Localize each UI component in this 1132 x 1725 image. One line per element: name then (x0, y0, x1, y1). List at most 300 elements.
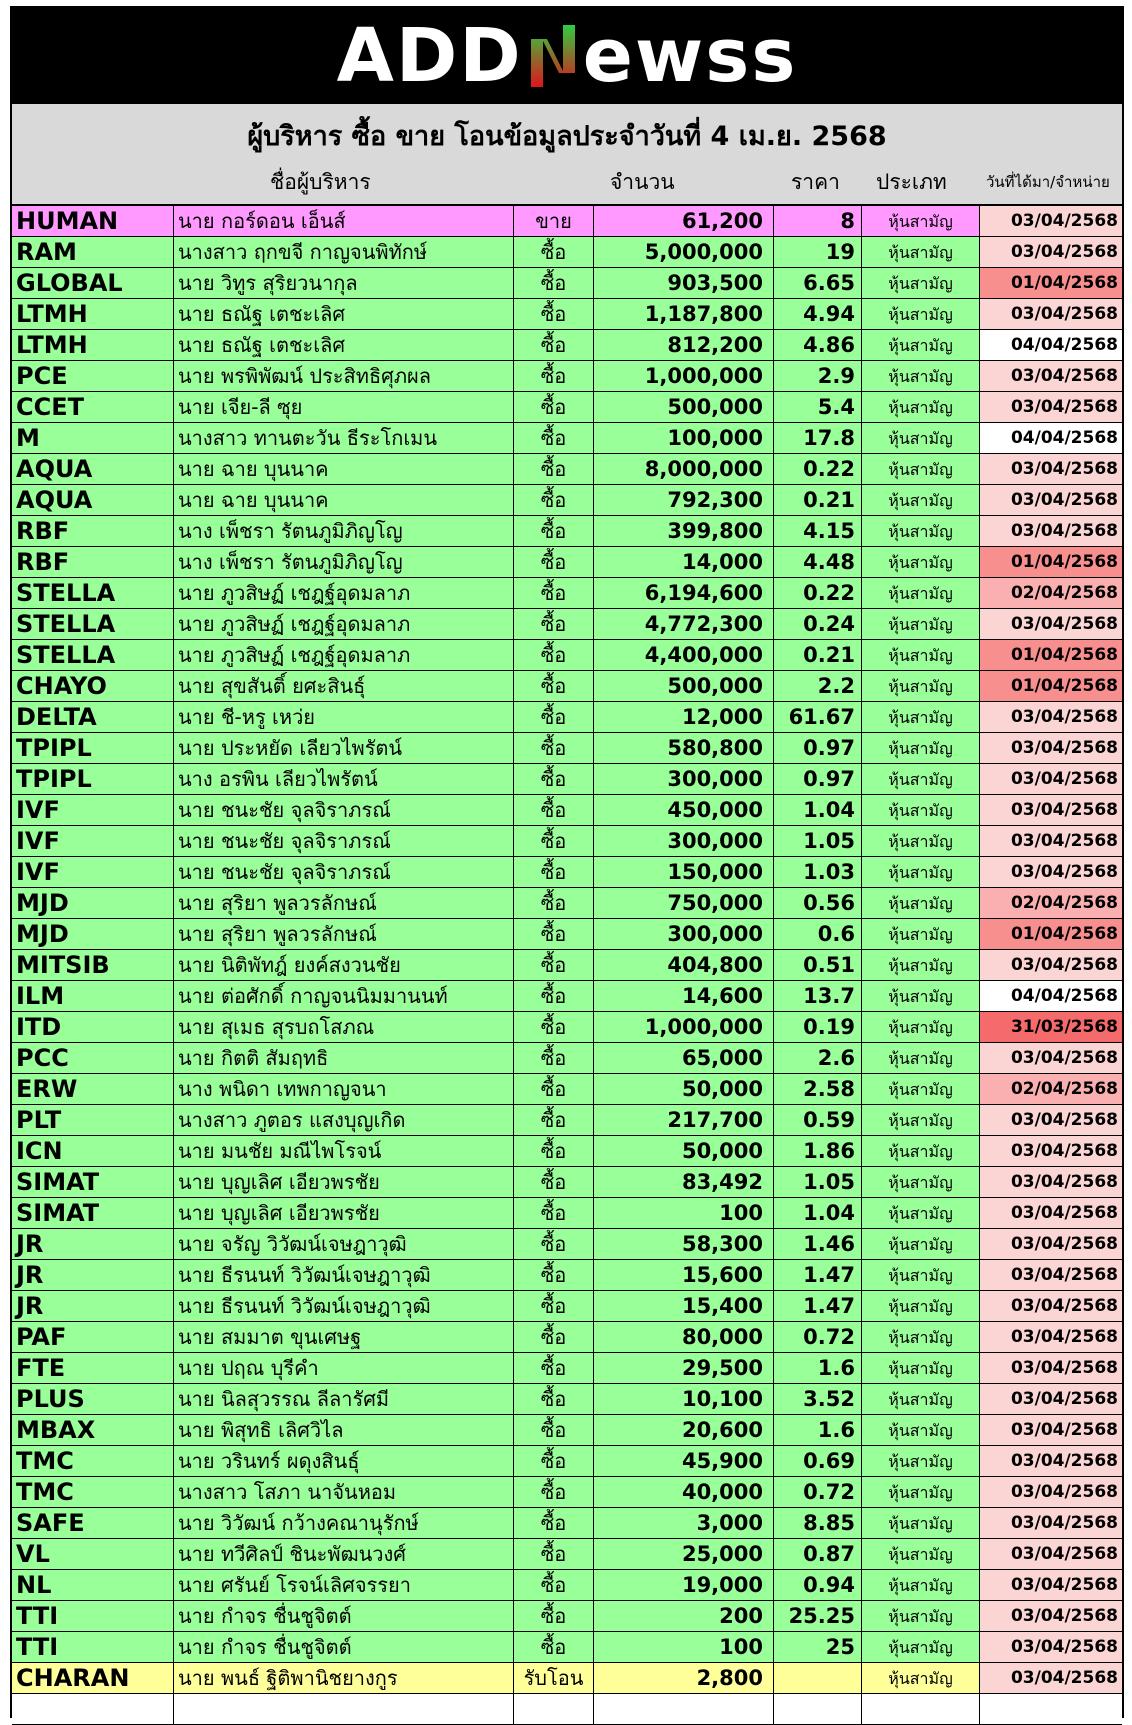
price-cell: 0.22 (774, 454, 862, 485)
transaction-type-cell: ซื้อ (514, 237, 594, 268)
security-type-cell: หุ้นสามัญ (862, 1539, 980, 1570)
table-row (12, 237, 1122, 268)
price-cell: 6.65 (774, 268, 862, 299)
volume-cell: 200 (594, 1601, 774, 1632)
security-type-cell: หุ้นสามัญ (862, 1570, 980, 1601)
volume-cell: 792,300 (594, 485, 774, 516)
price-cell: 0.69 (774, 1446, 862, 1477)
executive-name-cell: นาย ภูวสิษฏ์ เชฎฐ์อุดมลาภ (174, 578, 514, 609)
security-type-cell: หุ้นสามัญ (862, 1632, 980, 1663)
executive-name-cell: นาง อรพิน เลียวไพรัตน์ (174, 764, 514, 795)
symbol-cell: TTI (12, 1601, 174, 1632)
executive-name-cell: นาย วิทูร สุริยวนากุล (174, 268, 514, 299)
transaction-type-cell: ซื้อ (514, 516, 594, 547)
security-type-cell: หุ้นสามัญ (862, 547, 980, 578)
security-type-cell: หุ้นสามัญ (862, 1384, 980, 1415)
transaction-type-cell: ซื้อ (514, 1291, 594, 1322)
date-cell: 03/04/2568 (980, 1167, 1122, 1198)
symbol-cell: GLOBAL (12, 268, 174, 299)
executive-name-cell: นาย กำจร ชื่นชูจิตต์ (174, 1601, 514, 1632)
security-type-cell: หุ้นสามัญ (862, 454, 980, 485)
symbol-cell: PCC (12, 1043, 174, 1074)
volume-cell: 15,600 (594, 1260, 774, 1291)
date-cell: 03/04/2568 (980, 950, 1122, 981)
symbol-cell: STELLA (12, 609, 174, 640)
executive-name-cell: นาย นิติพัทฎ์ ยงค์สงวนชัย (174, 950, 514, 981)
column-header-date: วันที่ได้มา/จำหน่าย (986, 173, 1110, 191)
volume-cell: 404,800 (594, 950, 774, 981)
security-type-cell: หุ้นสามัญ (862, 516, 980, 547)
symbol-cell: SIMAT (12, 1198, 174, 1229)
security-type-cell: หุ้นสามัญ (862, 1260, 980, 1291)
executive-name-cell: นาย มนชัย มณีไพโรจน์ (174, 1136, 514, 1167)
symbol-cell: JR (12, 1229, 174, 1260)
date-cell: 03/04/2568 (980, 1477, 1122, 1508)
table-row (12, 454, 1122, 485)
price-cell: 25 (774, 1632, 862, 1663)
logo-text-right: ewss (582, 13, 798, 99)
table-row (12, 1198, 1122, 1229)
security-type-cell: หุ้นสามัญ (862, 361, 980, 392)
volume-cell: 580,800 (594, 733, 774, 764)
symbol-cell: HUMAN (12, 206, 174, 237)
date-cell: 03/04/2568 (980, 857, 1122, 888)
table-row (12, 671, 1122, 702)
volume-cell: 29,500 (594, 1353, 774, 1384)
empty-volume-cell (594, 1694, 774, 1725)
executive-name-cell: นาย ธีรนนท์ วิวัฒน์เจษฎาวุฒิ (174, 1291, 514, 1322)
table-row (12, 1291, 1122, 1322)
executive-name-cell: นาย ต่อศักดิ์ กาญจนนิมมานนท์ (174, 981, 514, 1012)
addnewss-logo (337, 13, 798, 99)
date-cell: 01/04/2568 (980, 671, 1122, 702)
executive-name-cell: นาย พิสุทธิ เลิศวิไล (174, 1415, 514, 1446)
table-row (12, 423, 1122, 454)
symbol-cell: RBF (12, 516, 174, 547)
price-cell: 0.72 (774, 1477, 862, 1508)
price-cell: 4.48 (774, 547, 862, 578)
price-cell: 8 (774, 206, 862, 237)
executive-name-cell: นาย บุญเลิศ เอียวพรชัย (174, 1167, 514, 1198)
table-row (12, 888, 1122, 919)
symbol-cell: PCE (12, 361, 174, 392)
symbol-cell: PLT (12, 1105, 174, 1136)
price-cell: 1.04 (774, 1198, 862, 1229)
symbol-cell: SAFE (12, 1508, 174, 1539)
executive-name-cell: นางสาว ภูตอร แสงบุญเกิด (174, 1105, 514, 1136)
executive-name-cell: นางสาว ฤกขจี กาญจนพิทักษ์ (174, 237, 514, 268)
date-cell: 03/04/2568 (980, 299, 1122, 330)
symbol-cell: LTMH (12, 299, 174, 330)
date-cell: 03/04/2568 (980, 392, 1122, 423)
price-cell: 25.25 (774, 1601, 862, 1632)
date-cell: 03/04/2568 (980, 1601, 1122, 1632)
table-row (12, 1043, 1122, 1074)
table-row (12, 1012, 1122, 1043)
symbol-cell: MITSIB (12, 950, 174, 981)
executive-name-cell: นาย สมมาต ขุนเศษฐ (174, 1322, 514, 1353)
date-cell: 01/04/2568 (980, 640, 1122, 671)
volume-cell: 4,772,300 (594, 609, 774, 640)
volume-cell: 1,000,000 (594, 1012, 774, 1043)
date-cell: 03/04/2568 (980, 1198, 1122, 1229)
volume-cell: 25,000 (594, 1539, 774, 1570)
table-row (12, 950, 1122, 981)
table-row (12, 1477, 1122, 1508)
volume-cell: 1,187,800 (594, 299, 774, 330)
symbol-cell: TPIPL (12, 764, 174, 795)
date-cell: 01/04/2568 (980, 919, 1122, 950)
empty-table-row (12, 1694, 1122, 1725)
volume-cell: 750,000 (594, 888, 774, 919)
transaction-type-cell: ซื้อ (514, 361, 594, 392)
volume-cell: 812,200 (594, 330, 774, 361)
executive-name-cell: นาย วรินทร์ ผดุงสินธุ์ (174, 1446, 514, 1477)
date-cell: 04/04/2568 (980, 981, 1122, 1012)
empty-transaction-type-cell (514, 1694, 594, 1725)
security-type-cell: หุ้นสามัญ (862, 578, 980, 609)
table-row (12, 1663, 1122, 1694)
executive-name-cell: นาย บุญเลิศ เอียวพรชัย (174, 1198, 514, 1229)
security-type-cell: หุ้นสามัญ (862, 1198, 980, 1229)
date-cell: 03/04/2568 (980, 1105, 1122, 1136)
transaction-type-cell: ซื้อ (514, 392, 594, 423)
volume-cell: 300,000 (594, 764, 774, 795)
date-cell: 03/04/2568 (980, 485, 1122, 516)
price-cell: 61.67 (774, 702, 862, 733)
transaction-type-cell: ซื้อ (514, 1136, 594, 1167)
executive-name-cell: นาย ปฤณ บุรีคำ (174, 1353, 514, 1384)
date-cell: 03/04/2568 (980, 1353, 1122, 1384)
transaction-type-cell: ซื้อ (514, 1353, 594, 1384)
transaction-type-cell: ซื้อ (514, 423, 594, 454)
security-type-cell: หุ้นสามัญ (862, 392, 980, 423)
price-cell: 0.21 (774, 485, 862, 516)
symbol-cell: MBAX (12, 1415, 174, 1446)
volume-cell: 100,000 (594, 423, 774, 454)
transaction-type-cell: ซื้อ (514, 1570, 594, 1601)
table-row (12, 733, 1122, 764)
volume-cell: 4,400,000 (594, 640, 774, 671)
price-cell: 0.24 (774, 609, 862, 640)
security-type-cell: หุ้นสามัญ (862, 1291, 980, 1322)
executive-name-cell: นาย ภูวสิษฏ์ เชฎฐ์อุดมลาภ (174, 640, 514, 671)
table-row (12, 857, 1122, 888)
price-cell: 3.52 (774, 1384, 862, 1415)
date-cell: 03/04/2568 (980, 1043, 1122, 1074)
date-cell: 03/04/2568 (980, 237, 1122, 268)
empty-price-cell (774, 1694, 862, 1725)
table-row (12, 330, 1122, 361)
security-type-cell: หุ้นสามัญ (862, 1415, 980, 1446)
table-row (12, 764, 1122, 795)
volume-cell: 83,492 (594, 1167, 774, 1198)
security-type-cell: หุ้นสามัญ (862, 1322, 980, 1353)
price-cell: 1.6 (774, 1415, 862, 1446)
volume-cell: 300,000 (594, 826, 774, 857)
executive-name-cell: นาย ธณัฐ เตชะเลิศ (174, 330, 514, 361)
table-row (12, 1632, 1122, 1663)
symbol-cell: TPIPL (12, 733, 174, 764)
price-cell: 0.94 (774, 1570, 862, 1601)
price-cell: 4.86 (774, 330, 862, 361)
executive-name-cell: นาย ชนะชัย จุลจิราภรณ์ (174, 857, 514, 888)
price-cell: 13.7 (774, 981, 862, 1012)
symbol-cell: TMC (12, 1446, 174, 1477)
transaction-type-cell: ซื้อ (514, 299, 594, 330)
executive-name-cell: นาย วิวัฒน์ กว้างคณานุรักษ์ (174, 1508, 514, 1539)
executive-name-cell: นาย ชนะชัย จุลจิราภรณ์ (174, 795, 514, 826)
date-cell: 03/04/2568 (980, 1446, 1122, 1477)
volume-cell: 15,400 (594, 1291, 774, 1322)
executive-name-cell: นาย กิตติ สัมฤทธิ (174, 1043, 514, 1074)
table-row (12, 702, 1122, 733)
transaction-type-cell: ซื้อ (514, 764, 594, 795)
date-cell: 03/04/2568 (980, 702, 1122, 733)
date-cell: 31/03/2568 (980, 1012, 1122, 1043)
volume-cell: 2,800 (594, 1663, 774, 1694)
symbol-cell: TTI (12, 1632, 174, 1663)
transaction-type-cell: ซื้อ (514, 1012, 594, 1043)
transaction-type-cell: ซื้อ (514, 1384, 594, 1415)
symbol-cell: FTE (12, 1353, 174, 1384)
executive-name-cell: นาย ทวีศิลป์ ชินะพัฒนวงศ์ (174, 1539, 514, 1570)
table-row (12, 609, 1122, 640)
symbol-cell: TMC (12, 1477, 174, 1508)
date-cell: 01/04/2568 (980, 268, 1122, 299)
volume-cell: 500,000 (594, 392, 774, 423)
price-cell: 4.94 (774, 299, 862, 330)
security-type-cell: หุ้นสามัญ (862, 826, 980, 857)
price-cell: 0.56 (774, 888, 862, 919)
executive-name-cell: นาย พรพิพัฒน์ ประสิทธิศุภผล (174, 361, 514, 392)
symbol-cell: IVF (12, 826, 174, 857)
price-cell: 1.47 (774, 1260, 862, 1291)
table-row (12, 1601, 1122, 1632)
security-type-cell: หุ้นสามัญ (862, 795, 980, 826)
volume-cell: 65,000 (594, 1043, 774, 1074)
price-cell: 0.21 (774, 640, 862, 671)
price-cell: 1.86 (774, 1136, 862, 1167)
table-row (12, 1384, 1122, 1415)
table-row (12, 1136, 1122, 1167)
symbol-cell: SIMAT (12, 1167, 174, 1198)
volume-cell: 50,000 (594, 1136, 774, 1167)
executive-name-cell: นาย กอร์ดอน เอ็นส์ (174, 206, 514, 237)
transaction-type-cell: ซื้อ (514, 640, 594, 671)
volume-cell: 8,000,000 (594, 454, 774, 485)
symbol-cell: NL (12, 1570, 174, 1601)
volume-cell: 903,500 (594, 268, 774, 299)
security-type-cell: หุ้นสามัญ (862, 1043, 980, 1074)
table-row (12, 795, 1122, 826)
transaction-type-cell: รับโอน (514, 1663, 594, 1694)
symbol-cell: LTMH (12, 330, 174, 361)
volume-cell: 150,000 (594, 857, 774, 888)
executive-name-cell: นาย พนธ์ ฐิติพานิชยางกูร (174, 1663, 514, 1694)
executive-name-cell: นาย ธณัฐ เตชะเลิศ (174, 299, 514, 330)
volume-cell: 80,000 (594, 1322, 774, 1353)
price-cell: 2.58 (774, 1074, 862, 1105)
table-row (12, 1415, 1122, 1446)
volume-cell: 500,000 (594, 671, 774, 702)
logo-text-left: ADD (336, 13, 523, 99)
security-type-cell: หุ้นสามัญ (862, 1074, 980, 1105)
executive-name-cell: นาย เจีย-ลี ซุย (174, 392, 514, 423)
date-cell: 03/04/2568 (980, 1291, 1122, 1322)
volume-cell: 450,000 (594, 795, 774, 826)
executive-name-cell: นาย จรัญ วิวัฒน์เจษฎาวุฒิ (174, 1229, 514, 1260)
transaction-type-cell: ซื้อ (514, 1508, 594, 1539)
table-row (12, 485, 1122, 516)
security-type-cell: หุ้นสามัญ (862, 950, 980, 981)
column-header-name: ชื่อผู้บริหาร (270, 170, 371, 194)
executive-name-cell: นาย ฉาย บุนนาค (174, 485, 514, 516)
transaction-type-cell: ซื้อ (514, 1229, 594, 1260)
date-cell: 03/04/2568 (980, 361, 1122, 392)
table-row (12, 640, 1122, 671)
security-type-cell: หุ้นสามัญ (862, 485, 980, 516)
volume-cell: 399,800 (594, 516, 774, 547)
date-cell: 03/04/2568 (980, 516, 1122, 547)
transaction-type-cell: ซื้อ (514, 919, 594, 950)
transaction-type-cell: ซื้อ (514, 578, 594, 609)
transaction-type-cell: ซื้อ (514, 888, 594, 919)
executive-name-cell: นาย ชี-หรู เหว่ย (174, 702, 514, 733)
executive-name-cell: นาง เพ็ชรา รัตนภูมิภิญโญ (174, 547, 514, 578)
executive-name-cell: นางสาว โสภา นาจันหอม (174, 1477, 514, 1508)
executive-name-cell: นาง เพ็ชรา รัตนภูมิภิญโญ (174, 516, 514, 547)
transaction-type-cell: ซื้อ (514, 454, 594, 485)
security-type-cell: หุ้นสามัญ (862, 1477, 980, 1508)
date-cell: 03/04/2568 (980, 764, 1122, 795)
volume-cell: 10,100 (594, 1384, 774, 1415)
volume-cell: 45,900 (594, 1446, 774, 1477)
date-cell: 04/04/2568 (980, 423, 1122, 454)
symbol-cell: AQUA (12, 485, 174, 516)
security-type-cell: หุ้นสามัญ (862, 609, 980, 640)
transaction-type-cell: ซื้อ (514, 1105, 594, 1136)
table-row (12, 1074, 1122, 1105)
security-type-cell: หุ้นสามัญ (862, 919, 980, 950)
security-type-cell: หุ้นสามัญ (862, 1167, 980, 1198)
price-cell: 17.8 (774, 423, 862, 454)
executive-name-cell: นาย สุเมธ สุรบถโสภณ (174, 1012, 514, 1043)
executive-name-cell: นาย สุขสันติ์ ยศะสินธุ์ (174, 671, 514, 702)
symbol-cell: PAF (12, 1322, 174, 1353)
transaction-type-cell: ซื้อ (514, 1477, 594, 1508)
executive-name-cell: นาย ชนะชัย จุลจิราภรณ์ (174, 826, 514, 857)
date-cell: 01/04/2568 (980, 547, 1122, 578)
table-row (12, 1322, 1122, 1353)
empty-symbol-cell (12, 1694, 174, 1725)
transaction-type-cell: ซื้อ (514, 826, 594, 857)
price-cell: 0.6 (774, 919, 862, 950)
table-row (12, 516, 1122, 547)
executive-name-cell: นาย สุริยา พูลวรลักษณ์ (174, 888, 514, 919)
transaction-type-cell: ซื้อ (514, 268, 594, 299)
empty-executive-name-cell (174, 1694, 514, 1725)
table-row (12, 1353, 1122, 1384)
table-row (12, 1539, 1122, 1570)
date-cell: 03/04/2568 (980, 454, 1122, 485)
date-cell: 03/04/2568 (980, 795, 1122, 826)
symbol-cell: ILM (12, 981, 174, 1012)
executive-name-cell: นาย ศรันย์ โรจน์เลิศจรรยา (174, 1570, 514, 1601)
volume-cell: 14,600 (594, 981, 774, 1012)
transaction-type-cell: ซื้อ (514, 950, 594, 981)
price-cell: 1.05 (774, 1167, 862, 1198)
price-cell: 0.22 (774, 578, 862, 609)
transaction-type-cell: ซื้อ (514, 330, 594, 361)
volume-cell: 14,000 (594, 547, 774, 578)
executive-name-cell: นาย ธีรนนท์ วิวัฒน์เจษฎาวุฒิ (174, 1260, 514, 1291)
executive-name-cell: นางสาว ทานตะวัน ธีระโกเมน (174, 423, 514, 454)
table-row (12, 1105, 1122, 1136)
column-header-price: ราคา (791, 170, 840, 194)
date-cell: 03/04/2568 (980, 1322, 1122, 1353)
price-cell: 19 (774, 237, 862, 268)
price-cell: 2.9 (774, 361, 862, 392)
table-row (12, 578, 1122, 609)
security-type-cell: หุ้นสามัญ (862, 1446, 980, 1477)
symbol-cell: JR (12, 1291, 174, 1322)
symbol-cell: VL (12, 1539, 174, 1570)
report-header (12, 104, 1122, 206)
price-cell: 4.15 (774, 516, 862, 547)
transaction-type-cell: ซื้อ (514, 1601, 594, 1632)
empty-date-cell (980, 1694, 1122, 1725)
volume-cell: 300,000 (594, 919, 774, 950)
volume-cell: 19,000 (594, 1570, 774, 1601)
report-frame (10, 6, 1124, 1718)
transaction-type-cell: ซื้อ (514, 857, 594, 888)
transaction-type-cell: ซื้อ (514, 547, 594, 578)
price-cell: 0.97 (774, 764, 862, 795)
security-type-cell: หุ้นสามัญ (862, 857, 980, 888)
security-type-cell: หุ้นสามัญ (862, 764, 980, 795)
executive-name-cell: นาย ภูวสิษฏ์ เชฎฐ์อุดมลาภ (174, 609, 514, 640)
executive-name-cell: นาย ฉาย บุนนาค (174, 454, 514, 485)
transaction-type-cell: ซื้อ (514, 1198, 594, 1229)
brand-banner (12, 8, 1122, 104)
security-type-cell: หุ้นสามัญ (862, 206, 980, 237)
price-cell: 0.51 (774, 950, 862, 981)
security-type-cell: หุ้นสามัญ (862, 330, 980, 361)
security-type-cell: หุ้นสามัญ (862, 1229, 980, 1260)
date-cell: 04/04/2568 (980, 330, 1122, 361)
security-type-cell: หุ้นสามัญ (862, 423, 980, 454)
symbol-cell: M (12, 423, 174, 454)
table-row (12, 1260, 1122, 1291)
symbol-cell: JR (12, 1260, 174, 1291)
security-type-cell: หุ้นสามัญ (862, 1012, 980, 1043)
symbol-cell: ICN (12, 1136, 174, 1167)
price-cell: 1.03 (774, 857, 862, 888)
page-title: ผู้บริหาร ซื้อ ขาย โอนข้อมูลประจำวันที่ 4 เม.ย. 2568 (247, 121, 887, 152)
symbol-cell: PLUS (12, 1384, 174, 1415)
security-type-cell: หุ้นสามัญ (862, 1353, 980, 1384)
date-cell: 03/04/2568 (980, 1663, 1122, 1694)
column-header-volume: จำนวน (610, 170, 675, 194)
volume-cell: 6,194,600 (594, 578, 774, 609)
symbol-cell: DELTA (12, 702, 174, 733)
table-row (12, 1508, 1122, 1539)
security-type-cell: หุ้นสามัญ (862, 733, 980, 764)
transaction-type-cell: ซื้อ (514, 733, 594, 764)
transaction-type-cell: ซื้อ (514, 1446, 594, 1477)
price-cell: 5.4 (774, 392, 862, 423)
